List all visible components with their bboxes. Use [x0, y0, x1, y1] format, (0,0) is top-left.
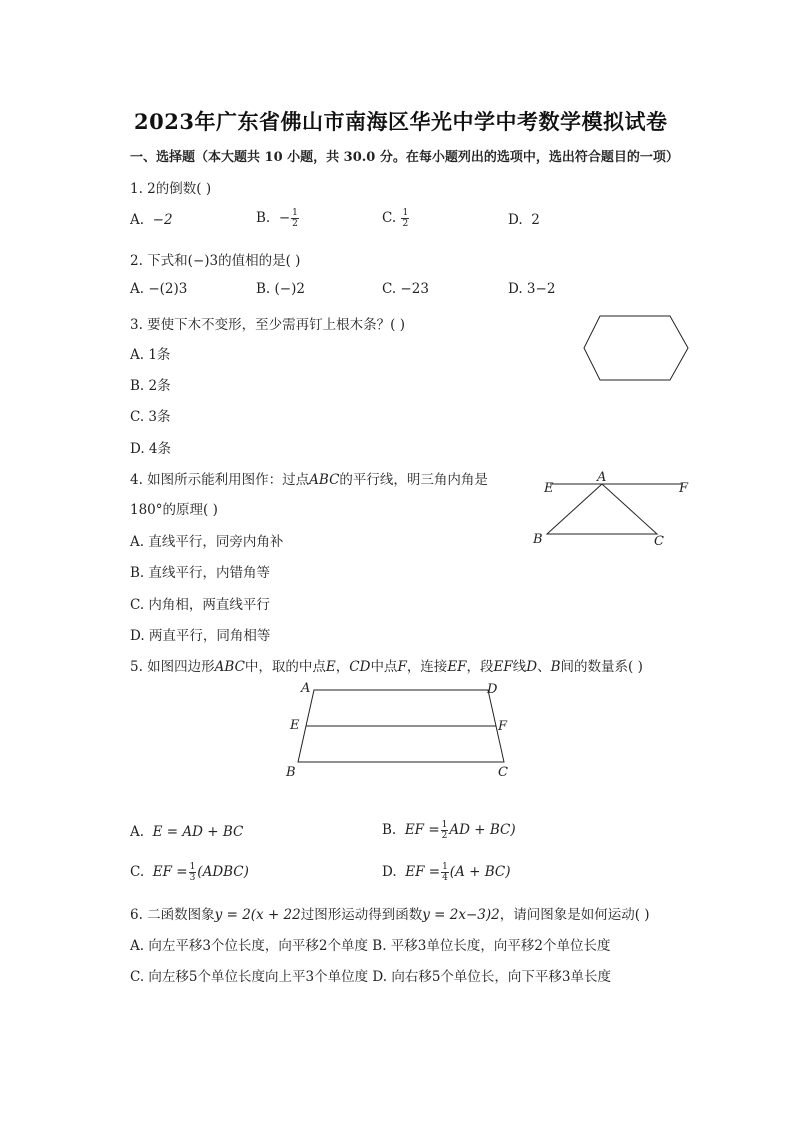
label-b: B — [533, 532, 543, 547]
label-f: F — [679, 481, 689, 496]
question-1-option-c — [382, 208, 410, 229]
option-c-math: EF = — [152, 864, 188, 880]
option-d-label: D. — [382, 864, 397, 880]
stem-text: 5. 如图四边形 — [130, 659, 215, 675]
stem-text: ，段 — [466, 659, 494, 675]
fraction — [441, 862, 449, 883]
option-b-label: B. — [256, 210, 271, 226]
question-4-option-b: B. 直线平行，内错角等 — [130, 565, 271, 581]
question-1-option-a — [130, 212, 173, 228]
question-4-option-c: C. 内角相，两直线平行 — [130, 597, 270, 613]
label-a: A — [597, 470, 607, 485]
fraction — [291, 208, 299, 229]
fraction-denominator: 4 — [442, 873, 448, 883]
stem-text: ，请问图象是如何运动( ) — [499, 907, 650, 923]
option-a-math: E = AD + BC — [152, 824, 244, 840]
question-1-option-d — [508, 212, 540, 228]
stem-math: y = 2x−3)2 — [422, 907, 500, 923]
stem-text: 、 — [537, 659, 551, 675]
question-6-options-ab: A. 向左平移3个位长度，向平移2个单度 B. 平移3单位长度，向平移2个单位长度 — [130, 938, 611, 954]
stem-text: ， — [335, 659, 350, 675]
label-b: B — [286, 765, 296, 780]
trapezoid-figure — [282, 678, 512, 782]
question-3-option-d: D. 4条 — [130, 441, 172, 457]
page-title: 2023年广东省佛山市南海区华光中学中考数学模拟试卷 — [134, 109, 668, 134]
question-6-stem — [130, 903, 650, 923]
stem-math: F — [397, 659, 407, 675]
fraction — [401, 208, 409, 229]
question-2-option-c: C. −23 — [382, 281, 429, 297]
stem-text: 4. 如图所示能利用图作：过点 — [130, 472, 310, 488]
stem-text: 中，取的中点 — [244, 659, 326, 675]
fraction-denominator: 2 — [402, 219, 409, 229]
label-d: D — [487, 682, 498, 697]
triangle-abc — [547, 484, 657, 534]
fraction-numerator: 1 — [189, 862, 196, 872]
stem-text: 间的数量系( ) — [560, 659, 643, 675]
stem-math: EF — [447, 659, 467, 675]
question-5-option-b — [382, 820, 516, 841]
fraction-numerator: 1 — [441, 820, 448, 830]
stem-math: CD — [349, 659, 371, 675]
question-3-option-b: B. 2条 — [130, 378, 171, 394]
option-b-label: B. — [382, 822, 397, 838]
option-d-value: 2 — [531, 212, 540, 228]
question-3-option-c: C. 3条 — [130, 409, 171, 425]
stem-math: y = 2(x + 22 — [214, 907, 301, 923]
option-b-math: AD + BC) — [449, 822, 516, 838]
question-2-stem: 2. 下式和(−)3的值相的是( ) — [130, 253, 301, 269]
question-1-stem: 1. 2的倒数( ) — [130, 181, 212, 197]
stem-text: ，连接 — [406, 659, 448, 675]
question-2-option-b: B. (−)2 — [256, 281, 305, 297]
stem-math: B — [550, 659, 561, 675]
stem-math: E — [325, 659, 336, 675]
option-a-label: A. — [130, 824, 145, 840]
fraction-numerator: 1 — [442, 862, 448, 872]
fraction-denominator: 2 — [292, 219, 298, 229]
stem-text: 6. 二函数图象 — [130, 907, 215, 923]
stem-text: 过图形运动得到函数 — [300, 907, 423, 923]
stem-text: 的平行线，明三角内角是 — [339, 472, 488, 488]
fraction — [189, 862, 197, 883]
option-a-value: −2 — [152, 212, 173, 228]
option-a-label: A. — [130, 212, 145, 228]
option-c-label: C. — [382, 210, 397, 226]
question-3-stem: 3. 要使下木不变形，至少需再钉上根木条？( ) — [130, 317, 405, 333]
label-e: E — [544, 481, 554, 496]
question-4-stem-line-2: 180°的原理( ) — [130, 502, 218, 518]
question-1-option-b — [256, 208, 300, 229]
hexagon-shape — [584, 316, 688, 380]
stem-math: D — [526, 659, 538, 675]
label-f: F — [498, 719, 508, 734]
option-d-label: D. — [508, 212, 523, 228]
question-5-option-c — [130, 862, 249, 883]
question-4-stem-line-1 — [130, 468, 488, 488]
triangle-parallel-figure — [525, 466, 705, 552]
question-5-option-d — [382, 862, 510, 883]
stem-text: 线 — [512, 659, 527, 675]
stem-math: ABC — [214, 659, 245, 675]
section-heading: 一、选择题（本大题共 10 小题，共 30.0 分。在每小题列出的选项中，选出符合题目的一项） — [130, 150, 679, 165]
question-6-options-cd: C. 向左移5个单位长度向上平3个单位度 D. 向右移5个单位长，向下平移3单长度 — [130, 969, 612, 985]
question-4-option-d: D. 两直平行，同角相等 — [130, 628, 271, 644]
option-b-sign: − — [278, 210, 291, 226]
fraction-numerator: 1 — [402, 208, 409, 218]
label-c: C — [654, 534, 664, 549]
label-c: C — [498, 765, 508, 780]
question-3-option-a: A. 1条 — [130, 347, 171, 363]
option-d-math: (A + BC) — [449, 864, 511, 880]
fraction-denominator: 2 — [441, 831, 448, 841]
fraction — [441, 820, 449, 841]
stem-math: ABC — [309, 472, 340, 488]
question-2-option-d: D. 3−2 — [508, 281, 556, 297]
label-e: E — [290, 718, 300, 733]
question-4-option-a: A. 直线平行，同旁内角补 — [130, 534, 284, 550]
hexagon-figure — [580, 310, 696, 388]
fraction-numerator: 1 — [292, 208, 298, 218]
option-d-math: EF = — [405, 864, 441, 880]
question-5-stem — [130, 655, 643, 675]
question-5-option-a — [130, 824, 243, 840]
option-b-math: EF = — [404, 822, 440, 838]
option-c-label: C. — [130, 864, 145, 880]
stem-text: 中点 — [370, 659, 398, 675]
question-2-option-a: A. −(2)3 — [130, 281, 188, 297]
label-a: A — [301, 681, 311, 696]
fraction-denominator: 3 — [189, 873, 196, 883]
stem-math: EF — [493, 659, 513, 675]
option-c-math: (ADBC) — [197, 864, 249, 880]
